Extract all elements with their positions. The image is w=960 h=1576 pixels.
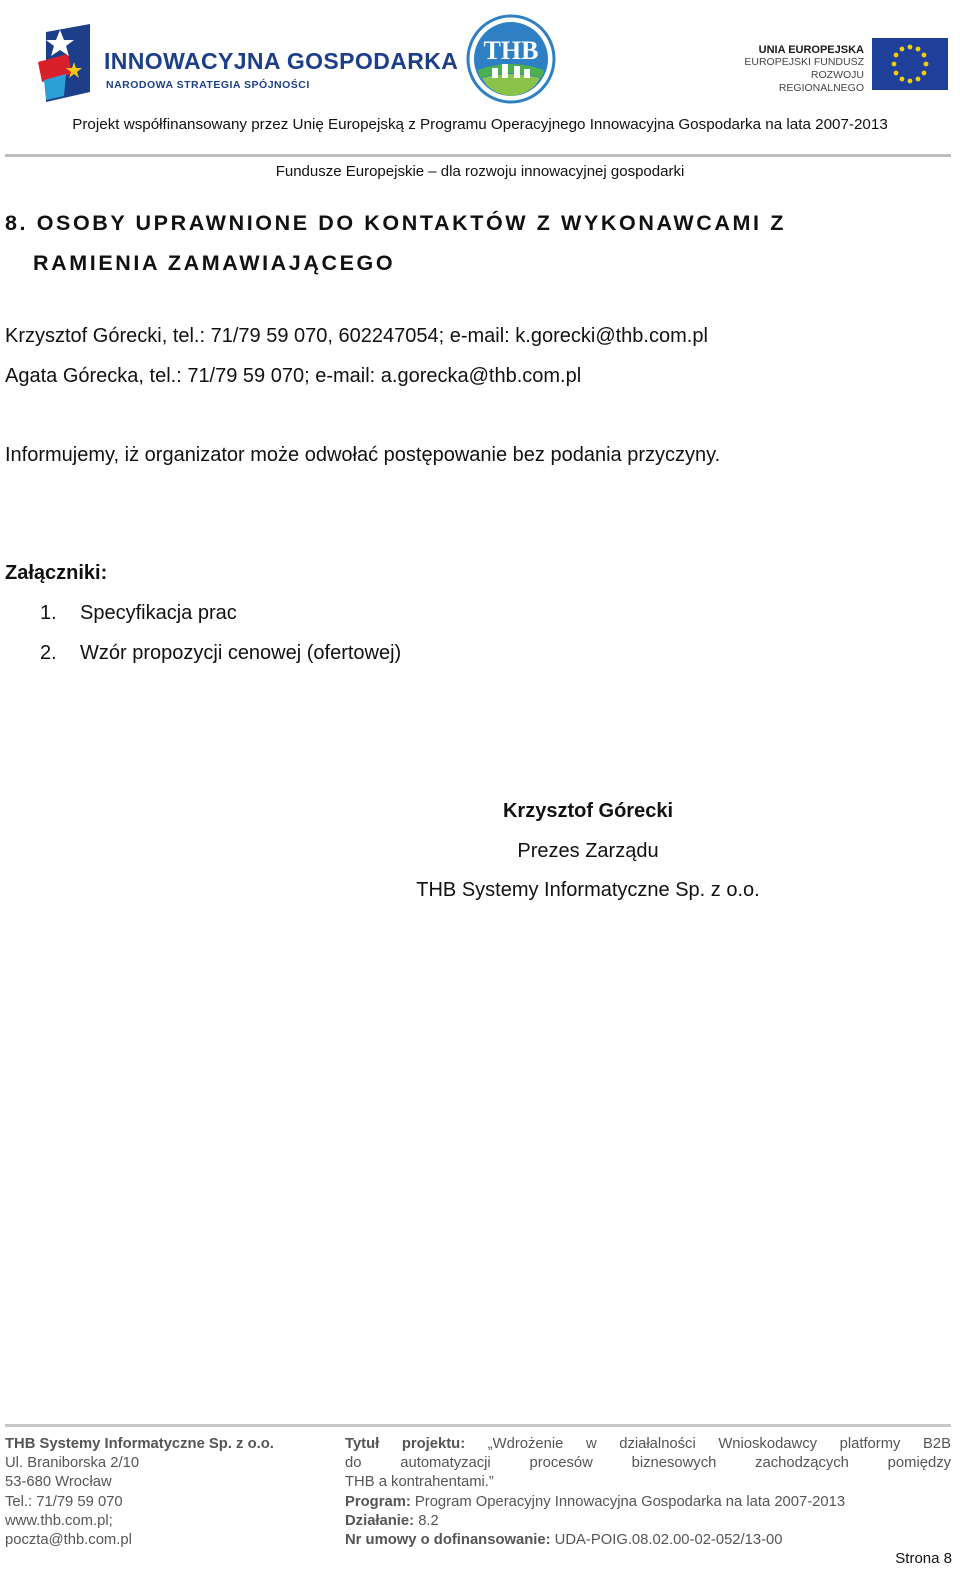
footer-action: [345, 1512, 951, 1531]
innowacyjna-gospodarka-subtitle: NARODOWA STRATEGIA SPÓJNOŚCI: [106, 79, 310, 91]
footer-divider: [5, 1424, 951, 1427]
signature-role: Prezes Zarządu: [517, 840, 659, 862]
footer-program-value: Program Operacyjny Innowacyjna Gospodarka na lata 2007-2013: [414, 1493, 846, 1510]
thb-logo-icon: [466, 14, 556, 104]
footer-action-label: Działanie:: [345, 1512, 415, 1529]
contact-person-1: Krzysztof Górecki, tel.: 71/79 59 070, 602247054; e-mail: k.gorecki@thb.com.pl: [5, 325, 708, 347]
eu-logo-line2: EUROPEJSKI FUNDUSZ: [744, 56, 864, 68]
footer-street: Ul. Braniborska 2/10: [5, 1455, 140, 1472]
footer-company-name: THB Systemy Informatyczne Sp. z o.o.: [5, 1436, 274, 1452]
eu-logo: [732, 38, 952, 96]
footer-company-info: [5, 1435, 335, 1550]
cofinance-statement: Projekt współfinansowany przez Unię Europejską z Programu Operacyjnego Innowacyjna Gospodarka na lata 2007-2013: [72, 116, 888, 133]
header-divider: [5, 154, 951, 157]
footer-contract-value: UDA-POIG.08.02.00-02-052/13-00: [554, 1532, 783, 1549]
footer-project-title-line1: [345, 1435, 951, 1454]
innowacyjna-gospodarka-title: INNOWACYJNA GOSPODARKA: [104, 48, 459, 74]
footer-contract-label: Nr umowy o dofinansowanie:: [345, 1532, 551, 1549]
attachments-title: Załączniki:: [5, 562, 108, 584]
innowacyjna-gospodarka-flag-icon: [38, 22, 96, 106]
list-item-label: Wzór propozycji cenowej (ofertowej): [80, 642, 402, 664]
list-item-label: Specyfikacja prac: [80, 602, 237, 624]
footer-phone: Tel.: 71/79 59 070: [5, 1493, 123, 1510]
list-item: [40, 642, 401, 665]
page-number: Strona 8: [895, 1550, 952, 1567]
list-item: [40, 602, 237, 625]
notice-paragraph: Informujemy, iż organizator może odwołać postępowanie bez podania przyczyny.: [5, 444, 721, 466]
list-item-number: 2.: [40, 642, 57, 664]
list-item-number: 1.: [40, 602, 57, 624]
signature-name: Krzysztof Górecki: [502, 800, 674, 822]
section-heading: [5, 203, 950, 283]
footer-project-title-line2: do automatyzacji procesów biznesowych zachodzących pomiędzy: [345, 1455, 951, 1472]
footer-contract: [345, 1531, 951, 1550]
footer-action-value: 8.2: [418, 1512, 439, 1529]
footer-email-link[interactable]: poczta@thb.com.pl: [5, 1532, 132, 1549]
signature-company: THB Systemy Informatyczne Sp. z o.o.: [416, 879, 760, 901]
eu-logo-line1: UNIA EUROPEJSKA: [758, 44, 864, 56]
innowacyjna-gospodarka-logo: [38, 22, 459, 106]
footer-project-title-line3: THB a kontrahentami.”: [345, 1474, 494, 1491]
footer-project-title-text: „Wdrożenie w działalności Wnioskodawcy platformy B2B: [487, 1436, 951, 1452]
header-slogan: Fundusze Europejskie – dla rozwoju innowacyjnej gospodarki: [275, 163, 685, 180]
footer-city: 53-680 Wrocław: [5, 1474, 112, 1491]
eu-logo-line3: ROZWOJU REGIONALNEGO: [778, 69, 864, 94]
footer-website-link[interactable]: www.thb.com.pl;: [5, 1512, 113, 1529]
footer-project-info: [345, 1435, 951, 1550]
footer-program: [345, 1493, 951, 1512]
footer-project-title-label: Tytuł projektu:: [345, 1436, 466, 1452]
footer-program-label: Program:: [345, 1493, 411, 1510]
contact-person-2: Agata Górecka, tel.: 71/79 59 070; e-mail: a.gorecka@thb.com.pl: [5, 365, 582, 387]
section-heading-line1: 8. OSOBY UPRAWNIONE DO KONTAKTÓW Z WYKONAWCAMI Z: [5, 211, 786, 235]
section-heading-line2: RAMIENIA ZAMAWIAJĄCEGO: [33, 251, 396, 275]
thb-logo-text: THB: [483, 36, 539, 65]
eu-flag-icon: [872, 38, 948, 90]
